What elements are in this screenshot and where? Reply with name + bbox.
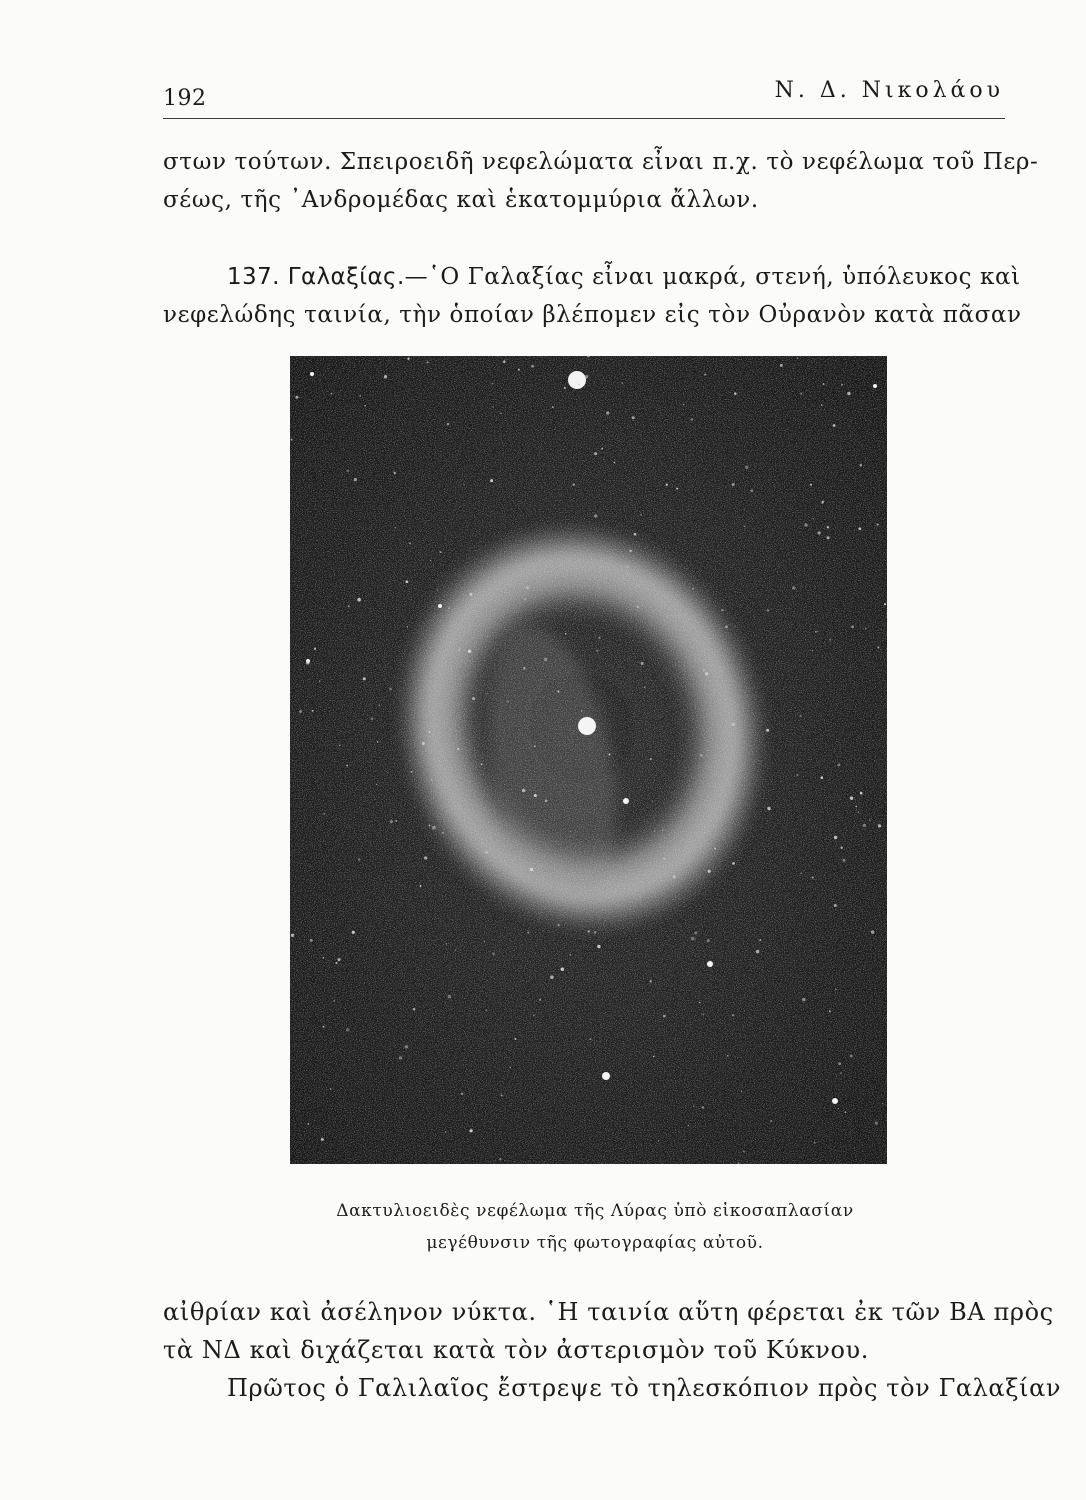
- star: [468, 650, 471, 653]
- star: [526, 586, 529, 589]
- star: [307, 1123, 309, 1125]
- star: [829, 639, 831, 641]
- star: [823, 383, 825, 385]
- section-137-first-line: [163, 258, 1021, 296]
- star: [792, 586, 795, 589]
- figure-caption: [290, 1195, 900, 1259]
- star: [800, 872, 802, 874]
- star: [448, 995, 452, 999]
- star: [357, 598, 361, 602]
- star: [310, 939, 313, 942]
- star: [829, 1010, 831, 1012]
- star: [533, 1014, 535, 1016]
- section-title: Γαλαξίας.: [287, 264, 405, 290]
- star: [399, 1056, 402, 1059]
- star: [699, 1002, 701, 1004]
- star: [594, 514, 597, 517]
- star: [856, 806, 857, 807]
- star: [306, 661, 310, 665]
- star: [572, 483, 574, 485]
- star: [845, 1111, 847, 1113]
- star: [492, 383, 494, 385]
- star: [688, 1125, 689, 1126]
- star: [703, 669, 705, 671]
- star: [411, 771, 413, 773]
- star: [568, 371, 586, 389]
- star: [654, 831, 655, 832]
- star: [732, 1014, 734, 1016]
- star: [590, 1038, 592, 1040]
- star: [432, 826, 436, 830]
- star: [605, 920, 606, 921]
- star: [650, 980, 652, 982]
- star: [627, 566, 629, 568]
- star: [347, 470, 349, 472]
- star: [810, 484, 812, 486]
- star: [814, 1142, 816, 1144]
- star: [642, 882, 643, 883]
- star: [413, 1008, 416, 1011]
- ring-nebula-photograph: [290, 356, 887, 1164]
- star: [766, 729, 769, 732]
- star: [424, 856, 427, 859]
- star: [420, 885, 422, 887]
- star: [359, 395, 361, 397]
- star: [802, 998, 805, 1001]
- star: [662, 829, 664, 831]
- star: [873, 384, 877, 388]
- star: [838, 1108, 839, 1109]
- star: [629, 550, 631, 552]
- star: [507, 701, 509, 703]
- star: [492, 406, 494, 408]
- caption-line: Δακτυλιοειδὲς νεφέλωμα τῆς Λύρας ὑπὸ εἰκοσαπλασίαν: [336, 1201, 854, 1221]
- star: [884, 603, 886, 605]
- star: [395, 820, 397, 822]
- star: [438, 604, 442, 608]
- star: [469, 593, 472, 596]
- star: [472, 697, 475, 700]
- star: [743, 1150, 745, 1152]
- star: [354, 478, 357, 481]
- star: [840, 1072, 842, 1074]
- star: [875, 1121, 878, 1124]
- star: [602, 1072, 610, 1080]
- star: [557, 691, 559, 693]
- star: [800, 715, 802, 717]
- section-137-paragraph: [163, 258, 1022, 334]
- star: [364, 405, 366, 407]
- star: [594, 931, 597, 934]
- star: [596, 650, 598, 652]
- star: [658, 1140, 659, 1141]
- star: [346, 1028, 349, 1031]
- star: [500, 413, 502, 415]
- star: [734, 392, 737, 395]
- star: [700, 754, 703, 757]
- star: [821, 404, 823, 406]
- star: [486, 693, 487, 694]
- star: [812, 518, 813, 519]
- star: [671, 407, 672, 408]
- star: [501, 1094, 503, 1096]
- star: [690, 418, 693, 421]
- star: [812, 650, 813, 651]
- star: [314, 648, 316, 650]
- star: [565, 633, 567, 635]
- star: [820, 776, 823, 779]
- star: [387, 772, 388, 773]
- nebula-image: [290, 356, 887, 1164]
- star: [732, 862, 735, 865]
- star: [295, 396, 298, 399]
- star: [339, 744, 341, 746]
- star: [427, 361, 429, 363]
- star: [834, 836, 838, 840]
- star: [445, 1131, 447, 1133]
- star: [843, 859, 846, 862]
- caption-line: μεγέθυνσιν τῆς φωτογραφίας αὐτοῦ.: [426, 1233, 764, 1253]
- star: [363, 677, 366, 680]
- star: [673, 875, 677, 879]
- star: [817, 631, 819, 633]
- star: [841, 847, 843, 849]
- star: [841, 384, 843, 386]
- star: [428, 731, 430, 733]
- star: [487, 636, 488, 637]
- star: [576, 381, 578, 383]
- star: [676, 488, 678, 490]
- star: [770, 1120, 772, 1122]
- star: [393, 472, 395, 474]
- star: [815, 631, 816, 632]
- star: [878, 595, 879, 596]
- star: [405, 580, 408, 583]
- star: [455, 949, 456, 950]
- star: [484, 941, 485, 942]
- star: [310, 372, 314, 376]
- star: [454, 994, 455, 995]
- star: [732, 483, 735, 486]
- star: [851, 625, 854, 628]
- star: [569, 954, 571, 956]
- star: [486, 1009, 488, 1011]
- star: [863, 824, 866, 827]
- star: [804, 523, 807, 526]
- star: [545, 799, 548, 802]
- star: [291, 934, 294, 937]
- star: [727, 1055, 729, 1057]
- star: [756, 950, 759, 953]
- star: [827, 526, 829, 528]
- star: [370, 717, 373, 720]
- star: [492, 952, 495, 955]
- star: [597, 945, 600, 948]
- star: [376, 784, 377, 785]
- star: [704, 826, 706, 828]
- star: [608, 754, 610, 756]
- star: [847, 392, 850, 395]
- star: [384, 375, 387, 378]
- star: [850, 1055, 853, 1058]
- star: [663, 1015, 666, 1018]
- star: [865, 628, 867, 630]
- star: [312, 710, 314, 712]
- star: [702, 1013, 704, 1015]
- star: [323, 957, 324, 958]
- text-line: τὰ ΝΔ καὶ διχάζεται κατὰ τὸν ἀστερισμὸν τοῦ Κύκνου.: [163, 1336, 869, 1364]
- star: [458, 649, 460, 651]
- star: [527, 932, 529, 934]
- star: [544, 658, 548, 662]
- star: [759, 939, 761, 941]
- star: [817, 531, 820, 534]
- star: [321, 1138, 324, 1141]
- star: [431, 779, 432, 780]
- star: [570, 831, 571, 832]
- star: [470, 1129, 473, 1132]
- star: [461, 1092, 464, 1095]
- star: [379, 705, 381, 707]
- star: [447, 423, 449, 425]
- star: [835, 988, 837, 990]
- star: [827, 536, 830, 539]
- star: [666, 484, 668, 486]
- section-number: 137.: [227, 264, 280, 290]
- star: [745, 466, 748, 469]
- star: [539, 999, 541, 1001]
- star: [530, 868, 533, 871]
- star: [621, 382, 623, 384]
- star: [707, 939, 710, 942]
- star: [876, 523, 878, 525]
- star: [650, 758, 652, 760]
- star: [358, 859, 360, 861]
- star: [338, 958, 341, 961]
- star: [601, 448, 603, 450]
- star: [463, 484, 464, 485]
- star: [564, 387, 566, 389]
- star: [606, 411, 609, 414]
- star: [640, 897, 641, 898]
- star: [694, 931, 697, 934]
- star: [707, 961, 713, 967]
- star: [330, 1088, 332, 1090]
- star: [409, 542, 411, 544]
- star: [632, 416, 635, 419]
- star: [523, 667, 526, 670]
- star: [390, 820, 393, 823]
- star: [335, 962, 337, 964]
- star: [518, 369, 520, 371]
- star: [588, 930, 590, 932]
- paragraph-after-figure: [163, 1293, 1062, 1407]
- star: [407, 358, 409, 360]
- text-line: στων τούτων. Σπειροειδῆ νεφελώματα εἶναι π.χ. τὸ νεφέλωμα τοῦ Περ-: [163, 149, 1039, 175]
- star: [797, 357, 798, 358]
- star: [714, 848, 716, 850]
- star: [319, 680, 320, 681]
- star: [550, 975, 554, 979]
- star: [323, 1026, 325, 1028]
- star: [503, 360, 506, 363]
- star: [457, 748, 459, 750]
- star: [877, 646, 879, 648]
- star: [871, 930, 874, 933]
- star: [522, 789, 526, 793]
- star: [377, 741, 379, 743]
- star: [429, 825, 431, 827]
- star: [705, 672, 708, 675]
- star: [812, 877, 814, 879]
- star: [634, 533, 637, 536]
- star: [860, 792, 863, 795]
- star: [858, 812, 859, 813]
- star: [581, 710, 582, 711]
- star: [741, 1091, 742, 1092]
- star: [653, 1056, 654, 1057]
- star: [822, 501, 824, 503]
- star: [352, 931, 355, 934]
- star: [750, 489, 753, 492]
- star: [832, 1098, 838, 1104]
- star: [436, 589, 438, 591]
- star: [766, 609, 769, 612]
- star: [800, 393, 802, 395]
- star: [651, 800, 652, 801]
- star: [780, 364, 783, 367]
- star: [405, 1045, 409, 1049]
- star: [834, 904, 837, 907]
- star: [490, 479, 493, 482]
- star: [644, 686, 646, 688]
- star: [725, 626, 728, 629]
- star: [585, 375, 589, 379]
- star: [323, 813, 324, 814]
- star: [534, 745, 536, 747]
- star: [662, 678, 664, 680]
- star: [704, 373, 706, 375]
- star: [578, 717, 596, 735]
- star: [485, 851, 488, 854]
- star: [407, 626, 408, 627]
- paragraph-continued: [163, 143, 1039, 219]
- text-line: σέως, τῆς ᾽Ανδρομέδας καὶ ἑκατομμύρια ἄλλων.: [163, 187, 759, 213]
- star: [331, 393, 333, 395]
- star: [299, 710, 302, 713]
- star: [614, 462, 616, 464]
- star: [552, 406, 554, 408]
- star: [882, 1103, 883, 1104]
- star: [510, 1067, 511, 1068]
- star: [732, 723, 735, 726]
- star: [640, 514, 642, 516]
- star: [534, 794, 537, 797]
- star: [442, 832, 444, 834]
- star: [598, 637, 600, 639]
- star: [394, 527, 396, 529]
- star: [683, 404, 684, 405]
- star: [744, 526, 745, 527]
- star: [641, 662, 644, 665]
- star: [838, 1062, 841, 1065]
- text-line: —῾Ο Γαλαξίας εἶναι μακρά, στενή, ὑπόλευκος καὶ: [404, 264, 1021, 290]
- star: [515, 1038, 517, 1040]
- star: [735, 626, 736, 627]
- star: [483, 843, 484, 844]
- star: [290, 439, 292, 441]
- text-line: Πρῶτος ὁ Γαλιλαῖος ἔστρεψε τὸ τηλεσκόπιον πρὸς τὸν Γαλαξίαν: [227, 1374, 1062, 1402]
- star: [860, 464, 862, 466]
- star: [448, 607, 450, 609]
- text-line: αἰθρίαν καὶ ἀσέληνον νύκτα. ῾Η ταινία αὕτη φέρεται ἐκ τῶν ΒΑ πρὸς: [163, 1298, 1054, 1326]
- star: [531, 365, 534, 368]
- star: [561, 967, 564, 970]
- star: [499, 1158, 501, 1160]
- star: [721, 609, 723, 611]
- star: [692, 588, 694, 590]
- star: [850, 797, 853, 800]
- star: [578, 384, 580, 386]
- star: [333, 1000, 335, 1002]
- star: [796, 774, 798, 776]
- star: [878, 824, 881, 827]
- star: [389, 688, 392, 691]
- star: [422, 742, 425, 745]
- star: [783, 689, 784, 690]
- star: [663, 858, 665, 860]
- star: [702, 1106, 704, 1108]
- star: [858, 527, 861, 530]
- star: [838, 764, 841, 767]
- star: [869, 819, 870, 820]
- star: [637, 606, 639, 608]
- star: [524, 598, 527, 601]
- running-head-author: Ν. Δ. Νικολάου: [774, 78, 1004, 103]
- star: [346, 765, 348, 767]
- star: [348, 605, 350, 607]
- star: [430, 560, 431, 561]
- star: [594, 452, 597, 455]
- star: [623, 798, 629, 804]
- star: [767, 807, 770, 810]
- star: [481, 763, 483, 765]
- star: [833, 424, 836, 427]
- header-rule: [163, 118, 1005, 119]
- page-number: 192: [163, 86, 207, 111]
- star: [691, 937, 694, 940]
- star: [446, 943, 447, 944]
- star: [557, 924, 560, 927]
- star: [693, 1106, 694, 1107]
- text-line: νεφελώδης ταινία, τὴν ὁποίαν βλέπομεν εἰς τὸν Οὐρανὸν κατὰ πᾶσαν: [163, 302, 1022, 328]
- star: [708, 870, 711, 873]
- star: [440, 551, 442, 553]
